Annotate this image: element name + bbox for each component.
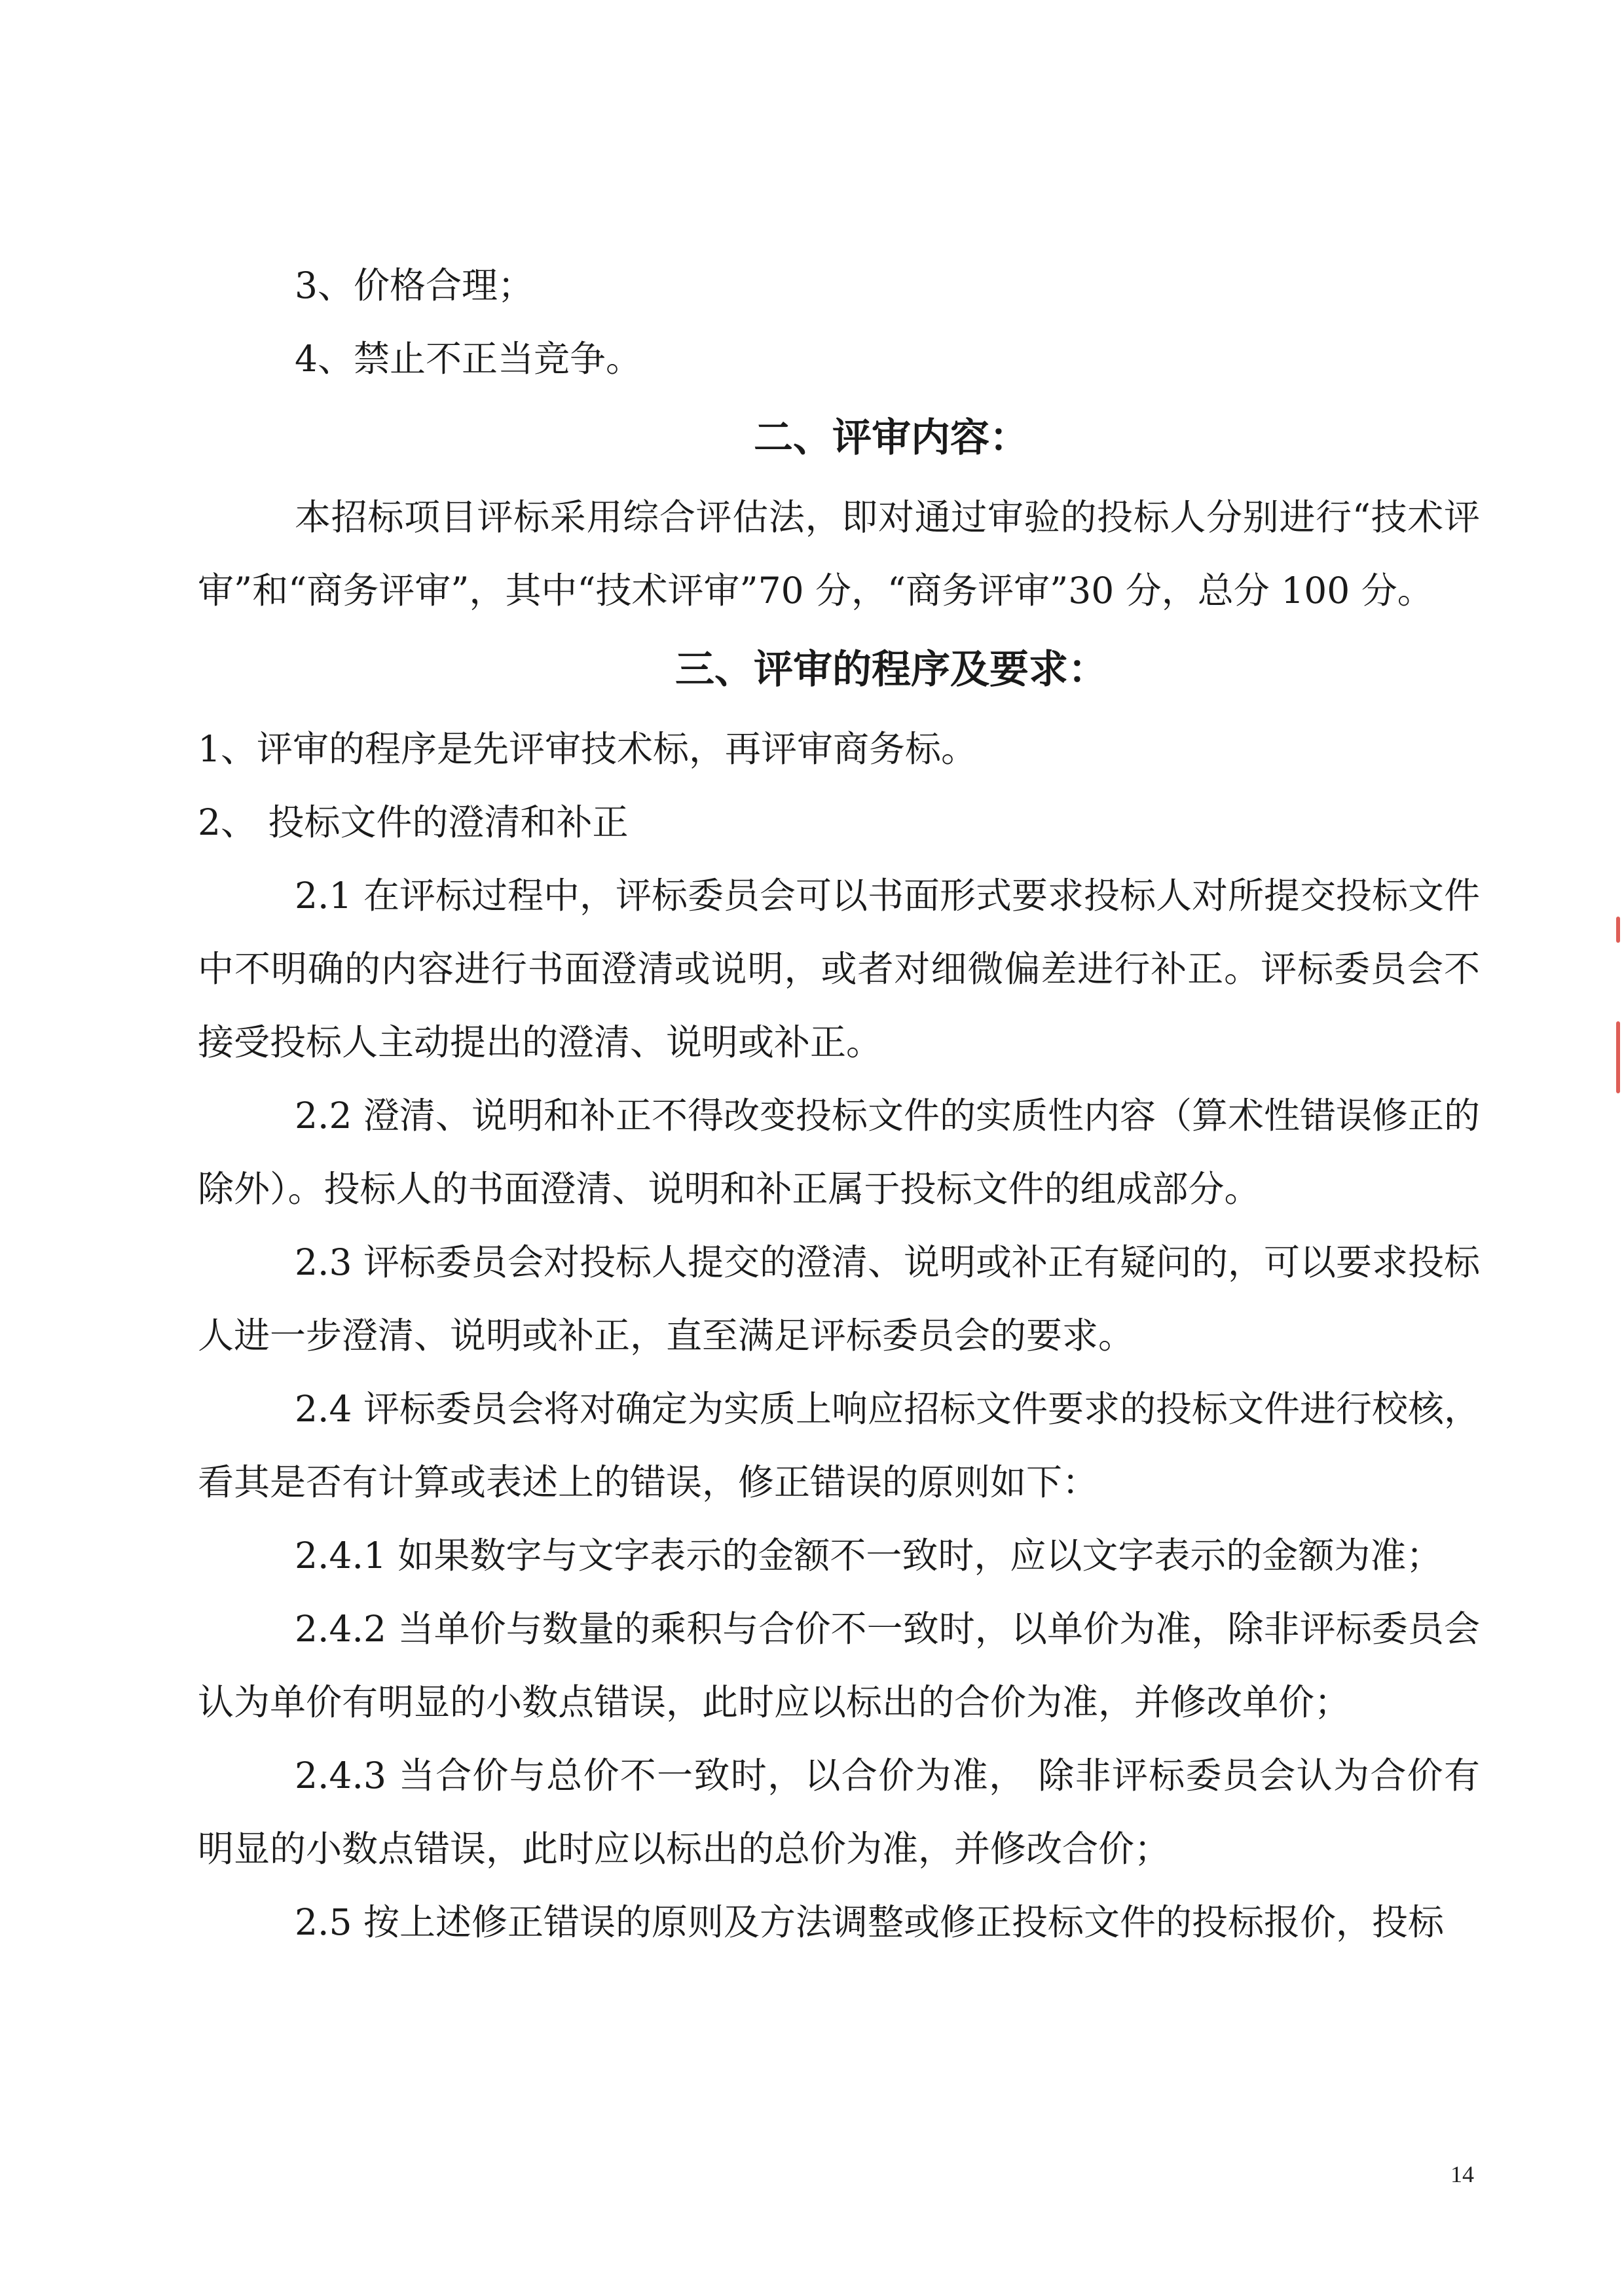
body-paragraph: 2、 投标文件的澄清和补正 (198, 801, 629, 843)
body-paragraph: 1、评审的程序是先评审技术标，再评审商务标。 (198, 728, 977, 770)
body-paragraph: 2.3 评标委员会对投标人提交的澄清、说明或补正有疑问的，可以要求投标人进一步澄清、说明或补正，直至满足评标委员会的要求。 (198, 1241, 1480, 1357)
body-paragraph: 2.4.2 当单价与数量的乘积与合价不一致时，以单价为准，除非评标委员会认为单价有明显的小数点错误，此时应以标出的合价为准，并修改单价； (198, 1608, 1480, 1723)
section-heading: 二、评审内容： (754, 415, 1029, 461)
seal-edge-mark (1616, 917, 1620, 943)
body-paragraph: 3、价格合理； (295, 264, 534, 306)
body-paragraph: 2.4.1 如果数字与文字表示的金额不一致时，应以文字表示的金额为准； (295, 1535, 1443, 1576)
body-paragraph: 2.4 评标委员会将对确定为实质上响应招标文件要求的投标文件进行校核，看其是否有计算或表述上的错误，修正错误的原则如下： (198, 1388, 1480, 1503)
body-paragraph: 2.4.3 当合价与总价不一致时，以合价为准， 除非评标委员会认为合价有明显的小数点错误，此时应以标出的总价为准，并修改合价； (198, 1755, 1480, 1870)
page-number: 14 (1450, 2161, 1474, 2187)
seal-edge-mark (1616, 1021, 1620, 1093)
body-paragraph: 本招标项目评标采用综合评估法，即对通过审验的投标人分别进行“技术评审”和“商务评审”，其中“技术评审”70 分，“商务评审”30 分，总分 100 分。 (198, 496, 1480, 611)
body-paragraph: 2.5 按上述修正错误的原则及方法调整或修正投标文件的投标报价，投标 (295, 1901, 1444, 1943)
page-body (198, 249, 1480, 1959)
section-heading: 三、评审的程序及要求： (675, 647, 1107, 693)
body-paragraph: 2.2 澄清、说明和补正不得改变投标文件的实质性内容（算术性错误修正的除外）。投标人的书面澄清、说明和补正属于投标文件的组成部分。 (198, 1095, 1480, 1210)
body-paragraph: 2.1 在评标过程中，评标委员会可以书面形式要求投标人对所提交投标文件中不明确的内容进行书面澄清或说明，或者对细微偏差进行补正。评标委员会不接受投标人主动提出的澄清、说明或补正。 (198, 875, 1480, 1063)
body-paragraph: 4、禁止不正当竞争。 (295, 338, 642, 380)
